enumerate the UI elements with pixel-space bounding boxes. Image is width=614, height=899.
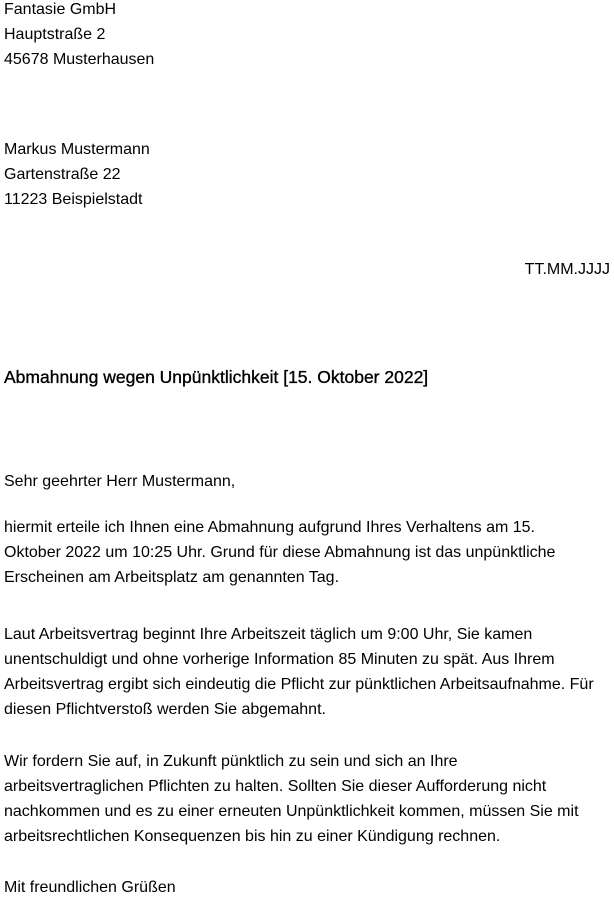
paragraph-line: arbeitsvertraglichen Pflichten zu halten. Sollten Sie dieser Aufforderung nicht (4, 778, 547, 795)
paragraph-line: Erscheinen am Arbeitsplatz am genannten Tag. (4, 569, 340, 586)
paragraph-line: Arbeitsvertrag ergibt sich eindeutig die Pflicht zur pünktlichen Arbeitsaufnahme. Für (4, 676, 594, 693)
sender-city: 45678 Musterhausen (4, 51, 155, 68)
letter-subject: Abmahnung wegen Unpünktlichkeit [15. Oktober 2022] (4, 367, 429, 387)
paragraph-line: nachkommen und es zu einer erneuten Unpünktlichkeit kommen, müssen Sie mit (4, 803, 579, 820)
closing: Mit freundlichen Grüßen (4, 879, 176, 896)
sender-street: Hauptstraße 2 (4, 26, 106, 43)
paragraph-line: unentschuldigt und ohne vorherige Information 85 Minuten zu spät. Aus Ihrem (4, 651, 555, 668)
recipient-name: Markus Mustermann (4, 141, 150, 158)
salutation: Sehr geehrter Herr Mustermann, (4, 473, 236, 490)
sender-company: Fantasie GmbH (4, 1, 117, 18)
body-paragraph-2 (4, 622, 610, 722)
body-paragraph-3 (4, 749, 610, 849)
recipient-street: Gartenstraße 22 (4, 166, 121, 183)
paragraph-line: diesen Pflichtverstoß werden Sie abgemahnt. (4, 701, 326, 718)
paragraph-line: Wir fordern Sie auf, in Zukunft pünktlich zu sein und sich an Ihre (4, 753, 458, 770)
paragraph-line: Laut Arbeitsvertrag beginnt Ihre Arbeitszeit täglich um 9:00 Uhr, Sie kamen (4, 626, 533, 643)
paragraph-line: arbeitsrechtlichen Konsequenzen bis hin zu einer Kündigung rechnen. (4, 828, 501, 845)
letter-date: TT.MM.JJJJ (524, 261, 610, 278)
recipient-city: 11223 Beispielstadt (4, 191, 143, 208)
paragraph-line: Oktober 2022 um 10:25 Uhr. Grund für diese Abmahnung ist das unpünktliche (4, 544, 556, 561)
body-paragraph-1 (4, 515, 610, 590)
paragraph-line: hiermit erteile ich Ihnen eine Abmahnung aufgrund Ihres Verhaltens am 15. (4, 519, 535, 536)
